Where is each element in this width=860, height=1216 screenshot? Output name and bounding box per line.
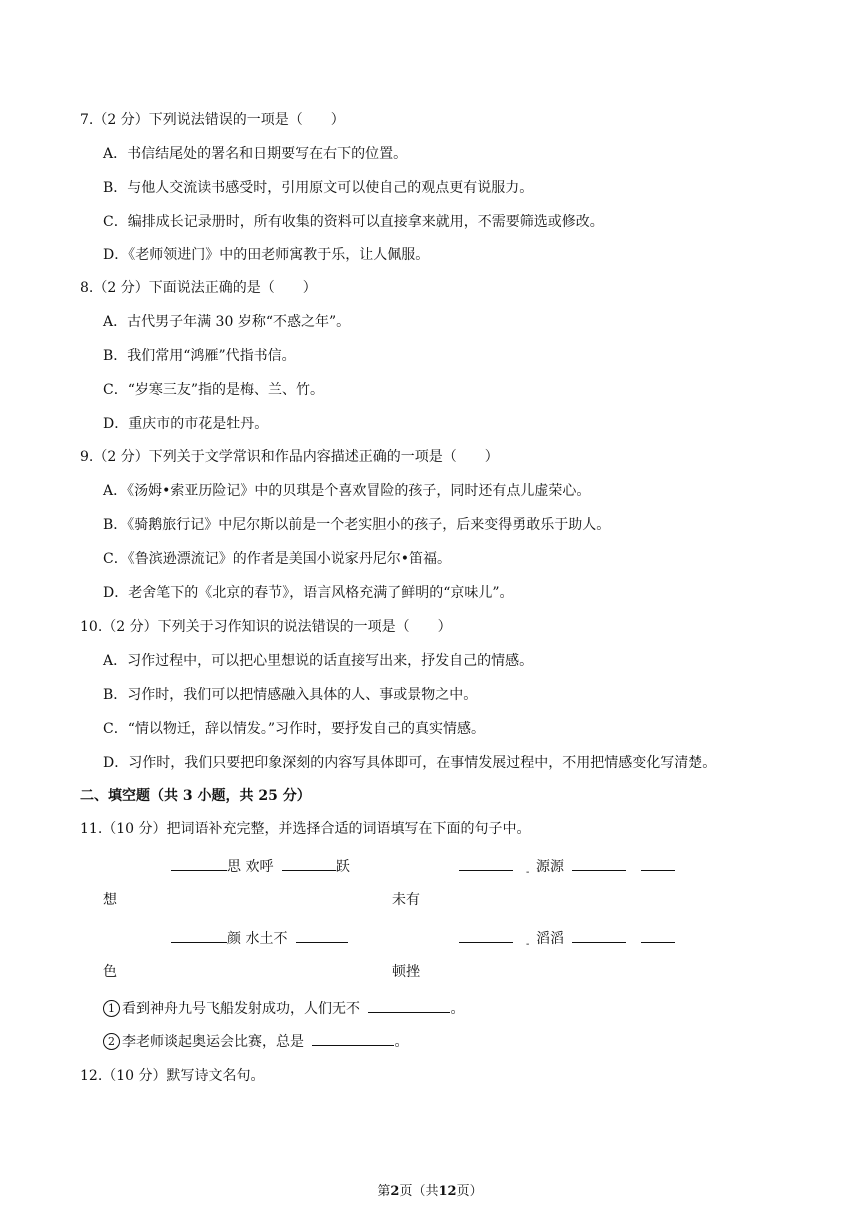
question-9-option-b: B．《骑鹅旅行记》中尼尔斯以前是一个老实胆小的孩子，后来变得勇敢乐于助人。: [103, 517, 611, 533]
blank[interactable]: [171, 928, 227, 943]
word-wrap-row1-right: 未有: [392, 892, 420, 908]
circled-number: 2: [103, 1033, 120, 1050]
word-part: 源源: [536, 859, 564, 875]
word-blank-row2-left: [171, 928, 348, 949]
question-10-option-c: C．“情以物迁，辞以情发。”习作时，要抒发自己的真实情感。: [103, 721, 486, 737]
word-wrap-row2-left: 色: [103, 964, 117, 980]
question-7-stem: 7.（2 分）下列说法错误的一项是（ ）: [80, 112, 345, 128]
question-7-option-b: B．与他人交流读书感受时，引用原文可以使自己的观点更有说服力。: [103, 180, 534, 196]
question-10-option-d: D．习作时，我们只要把印象深刻的内容写具体即可，在事情发展过程中，不用把情感变化写清楚。: [103, 755, 717, 771]
sentence-text: 李老师谈起奥运会比赛，总是: [122, 1034, 304, 1050]
question-8-option-b: B．我们常用“鸿雁”代指书信。: [103, 348, 296, 364]
question-8-stem: 8.（2 分）下面说法正确的是（ ）: [80, 280, 317, 296]
word-blank-row2-right: [459, 928, 513, 949]
page-footer: 第2页（共12页）: [377, 1184, 483, 1199]
word-blank-row1-right: [459, 856, 513, 877]
sentence-text: 看到神舟九号飞船发射成功，人们无不: [122, 1001, 360, 1017]
blank[interactable]: [641, 856, 675, 871]
page-number: 2: [390, 1184, 400, 1199]
question-12-stem: 12.（10 分）默写诗文名句。: [80, 1068, 265, 1084]
question-10-option-a: A．习作过程中，可以把心里想说的话直接写出来，抒发自己的情感。: [103, 653, 534, 669]
blank[interactable]: [572, 856, 626, 871]
answer-blank[interactable]: [312, 1031, 394, 1046]
sentence-end: 。: [450, 1001, 465, 1017]
question-9-option-a: A．《汤姆•索亚历险记》中的贝琪是个喜欢冒险的孩子，同时还有点儿虚荣心。: [103, 483, 591, 499]
blank[interactable]: [171, 856, 227, 871]
question-7-option-c: C．编排成长记录册时，所有收集的资料可以直接拿来就用，不需要筛选或修改。: [103, 214, 604, 230]
blank[interactable]: [641, 928, 675, 943]
question-8-option-a: A．古代男子年满 30 岁称“不惑之年”。: [103, 314, 351, 330]
question-10-option-b: B．习作时，我们可以把情感融入具体的人、事或景物之中。: [103, 687, 478, 703]
word-blank-row2-right-2: [536, 928, 675, 949]
question-7-option-a: A．书信结尾处的署名和日期要写在右下的位置。: [103, 146, 408, 162]
word-blank-row1-left: [171, 856, 350, 877]
question-10-stem: 10.（2 分）下列关于习作知识的说法错误的一项是（ ）: [80, 619, 452, 635]
question-11-stem: 11.（10 分）把词语补充完整，并选择合适的词语填写在下面的句子中。: [80, 821, 531, 837]
question-9-stem: 9.（2 分）下列关于文学常识和作品内容描述正确的一项是（ ）: [80, 449, 499, 465]
word-part: 颜 水土不: [227, 931, 288, 947]
sentence-1: [103, 998, 464, 1019]
question-8-option-c: C．“岁寒三友”指的是梅、兰、竹。: [103, 382, 325, 398]
word-wrap-row2-right: 顿挫: [392, 964, 420, 980]
question-9-option-d: D．老舍笔下的《北京的春节》，语言风格充满了鲜明的“京味儿”。: [103, 585, 514, 601]
blank[interactable]: [572, 928, 626, 943]
word-part: 滔滔: [536, 931, 564, 947]
question-9-option-c: C．《鲁滨逊漂流记》的作者是美国小说家丹尼尔•笛福。: [103, 551, 451, 567]
word-wrap-row1-left: 想: [103, 892, 117, 908]
word-part: 跃: [335, 859, 350, 875]
sentence-2: [103, 1031, 408, 1052]
blank[interactable]: [282, 856, 336, 871]
word-blank-row1-right-2: [536, 856, 675, 877]
blank[interactable]: [459, 856, 513, 871]
question-7-option-d: D．《老师领进门》中的田老师寓教于乐，让人佩服。: [103, 247, 430, 263]
section-heading: 二、填空题（共 3 小题，共 25 分）: [80, 788, 311, 804]
answer-blank[interactable]: [368, 998, 450, 1013]
sentence-end: 。: [394, 1034, 409, 1050]
word-part: 思 欢呼: [227, 859, 274, 875]
circled-number: 1: [103, 1000, 120, 1017]
question-8-option-d: D．重庆市的市花是牡丹。: [103, 416, 269, 432]
blank[interactable]: [459, 928, 513, 943]
total-pages: 12: [438, 1184, 457, 1199]
blank[interactable]: [296, 928, 348, 943]
